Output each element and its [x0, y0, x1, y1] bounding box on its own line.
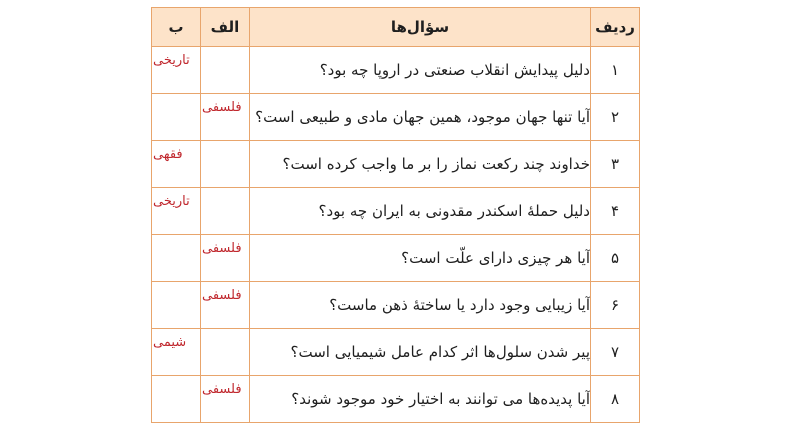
row-number: ۶ — [591, 282, 640, 329]
row-number: ۱ — [591, 47, 640, 94]
table-row — [152, 94, 640, 141]
answer-cell-b — [152, 235, 201, 282]
table-row — [152, 188, 640, 235]
question-text: آیا پدیده‌ها می توانند به اختیار خود موجود شوند؟ — [250, 376, 591, 423]
header-column-a: الف — [201, 8, 250, 47]
table-row — [152, 47, 640, 94]
row-number: ۴ — [591, 188, 640, 235]
answer-cell-b — [152, 329, 201, 376]
question-text: دلیل پیدایش انقلاب صنعتی در اروپا چه بود؟ — [250, 47, 591, 94]
row-number: ۷ — [591, 329, 640, 376]
table-row — [152, 282, 640, 329]
answer-label-b: تاریخی — [153, 53, 190, 68]
answer-cell-a — [201, 235, 250, 282]
answer-cell-a — [201, 329, 250, 376]
answer-cell-a — [201, 282, 250, 329]
answer-cell-b — [152, 141, 201, 188]
header-column-b: ب — [152, 8, 201, 47]
questions-table — [151, 7, 640, 423]
answer-cell-b — [152, 188, 201, 235]
answer-cell-b — [152, 47, 201, 94]
table-header-row — [152, 8, 640, 47]
answer-cell-b — [152, 94, 201, 141]
table-row — [152, 329, 640, 376]
answer-label-b: فقهی — [153, 147, 183, 162]
question-text: پیر شدن سلول‌ها اثر کدام عامل شیمیایی است؟ — [250, 329, 591, 376]
table-row — [152, 141, 640, 188]
row-number: ۵ — [591, 235, 640, 282]
answer-cell-b — [152, 376, 201, 423]
answer-cell-a — [201, 94, 250, 141]
question-text: آیا زیبایی وجود دارد یا ساختهٔ ذهن ماست؟ — [250, 282, 591, 329]
answer-label-b: شیمی — [153, 335, 187, 350]
header-questions: سؤال‌ها — [250, 8, 591, 47]
answer-cell-a — [201, 376, 250, 423]
answer-cell-b — [152, 282, 201, 329]
header-row-number: ردیف — [591, 8, 640, 47]
answer-label-b: تاریخی — [153, 194, 190, 209]
row-number: ۳ — [591, 141, 640, 188]
table-row — [152, 376, 640, 423]
question-text: خداوند چند رکعت نماز را بر ما واجب کرده است؟ — [250, 141, 591, 188]
row-number: ۲ — [591, 94, 640, 141]
row-number: ۸ — [591, 376, 640, 423]
answer-label-a: فلسفی — [202, 100, 242, 115]
answer-label-a: فلسفی — [202, 382, 242, 397]
answer-cell-a — [201, 47, 250, 94]
answer-cell-a — [201, 188, 250, 235]
answer-label-a: فلسفی — [202, 288, 242, 303]
question-text: آیا هر چیزی دارای علّت است؟ — [250, 235, 591, 282]
answer-label-a: فلسفی — [202, 241, 242, 256]
answer-cell-a — [201, 141, 250, 188]
question-text: آیا تنها جهان موجود، همین جهان مادی و طبیعی است؟ — [250, 94, 591, 141]
table-row — [152, 235, 640, 282]
question-text: دلیل حملهٔ اسکندر مقدونی به ایران چه بود؟ — [250, 188, 591, 235]
